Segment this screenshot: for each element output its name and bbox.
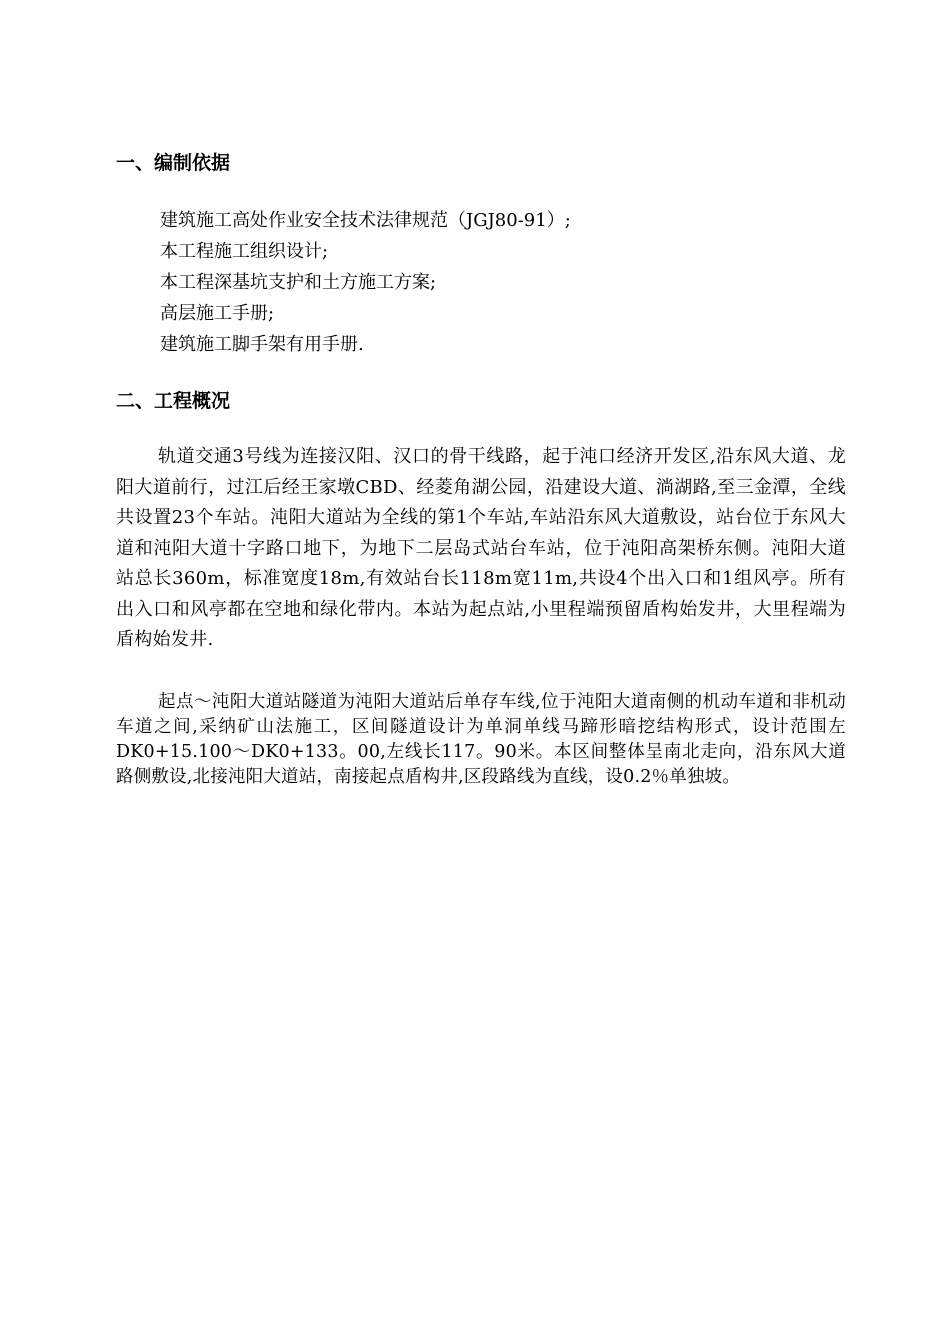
- section-heading-compilation-basis: 一、编制依据: [116, 152, 231, 174]
- basis-list-item: 本工程施工组织设计;: [160, 241, 329, 262]
- basis-list: [160, 205, 571, 360]
- overview-paragraph: 轨道交通3号线为连接汉阳、汉口的骨干线路，起于沌口经济开发区,沿东风大道、龙阳大道前行，过江后经王家墩CBD、经菱角湖公园，沿建设大道、淌湖路,至三金潭，全线共设置23个车站。沌阳大道站为全线的第1个车站,车站沿东风大道敷设，站台位于东风大道和沌阳大道十字路口地下，为地下二层岛式站台车站，位于沌阳高架桥东侧。沌阳大道站总长360m，标准宽度18m,有效站台长118m宽11m,共设4个出入口和1组风亭。所有出入口和风亭都在空地和绿化带内。本站为起点站,小里程端预留盾构始发井，大里程端为盾构始发井.: [116, 446, 846, 650]
- basis-list-item: 本工程深基坑支护和土方施工方案;: [160, 272, 437, 293]
- basis-list-item: 建筑施工脚手架有用手册.: [160, 334, 364, 355]
- basis-list-item: 高层施工手册;: [160, 303, 275, 324]
- basis-list-item: 建筑施工高处作业安全技术法律规范（JGJ80-91）;: [160, 210, 571, 231]
- tunnel-paragraph: 起点～沌阳大道站隧道为沌阳大道站后单存车线,位于沌阳大道南侧的机动车道和非机动车道之间,采纳矿山法施工，区间隧道设计为单洞单线马蹄形暗挖结构形式，设计范围左DK0+15.100～DK0+133。00,左线长117。90米。本区间整体呈南北走向，沿东风大道路侧敷设,北接沌阳大道站，南接起点盾构井,区段路线为直线，设0.2％单独坡。: [116, 692, 846, 787]
- section-heading-project-overview: 二、工程概况: [116, 390, 231, 412]
